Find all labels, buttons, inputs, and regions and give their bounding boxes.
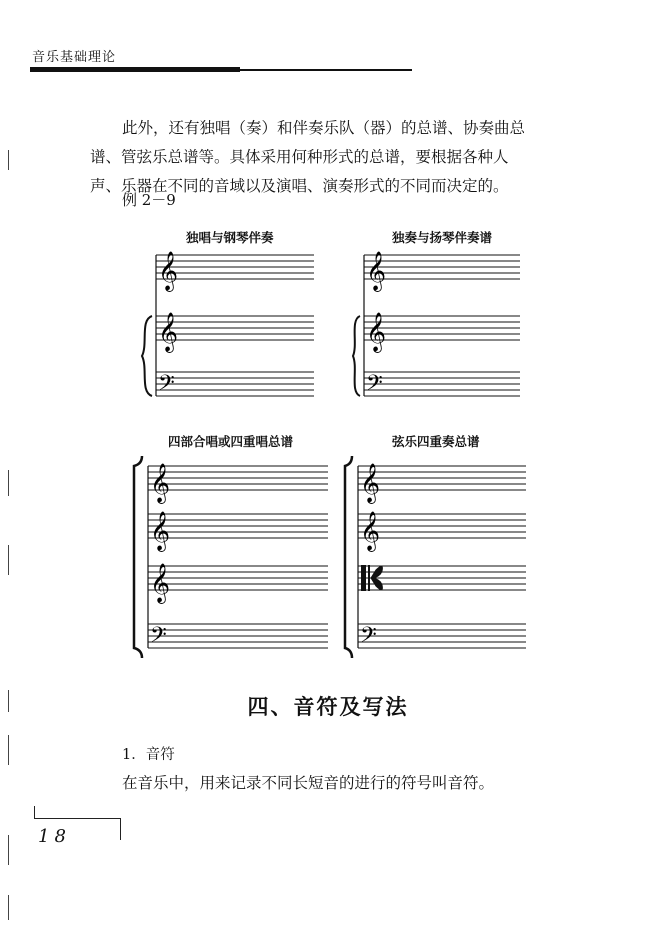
score-caption-string-quartet: 弦乐四重奏总谱 [392,434,480,449]
piano-brace [142,316,152,396]
yangqin-brace [353,316,360,396]
treble-clef-icon: 𝄞 [150,463,171,503]
paragraph-line: 谱、管弦乐总谱等。具体采用何种形式的总谱，要根据各种人 [90,148,509,166]
quartet-bracket [345,456,352,658]
page-corner-mark [34,818,120,819]
staff-lines [364,255,520,396]
margin-mark [8,545,9,575]
staff-lines [156,255,314,396]
example-label: 例 2－9 [122,191,176,209]
bass-clef-icon: 𝄢 [150,623,167,653]
header-rule-thick [30,67,240,72]
margin-mark [8,150,9,170]
margin-mark [8,895,9,920]
staff-lines [148,466,328,648]
margin-mark [8,470,9,496]
choir-bracket [134,456,142,658]
page-number: 18 [38,826,71,847]
staff-lines [358,466,526,648]
score-caption-solo-yangqin: 独奏与扬琴伴奏谱 [392,230,493,245]
page-corner-mark [120,818,121,840]
score-caption-solo-piano: 独唱与钢琴伴奏 [186,230,274,245]
subsection-text: 在音乐中，用来记录不同长短音的进行的符号叫音符。 [122,774,495,792]
page-corner-mark [34,806,35,818]
treble-clef-icon: 𝄞 [366,251,387,291]
treble-clef-icon: 𝄞 [360,463,381,503]
bass-clef-icon: 𝄢 [366,371,383,401]
margin-mark [8,735,9,765]
treble-clef-icon: 𝄞 [360,511,381,551]
treble-clef-icon: 𝄞 [158,312,179,352]
paragraph-line: 声、乐器在不同的音域以及演唱、演奏形式的不同而决定的。 [90,177,509,195]
header-rule-thin [240,69,412,71]
paragraph-line: 此外，还有独唱（奏）和伴奏乐队（器）的总谱、协奏曲总 [122,119,526,137]
bass-clef-icon: 𝄢 [360,623,377,653]
score-solo-piano [136,248,326,418]
margin-mark [8,835,9,865]
score-four-part-choir [124,452,334,662]
treble-clef-icon: 𝄞 [366,312,387,352]
score-solo-yangqin [350,248,530,418]
score-caption-four-part-choir: 四部合唱或四重唱总谱 [168,434,294,449]
score-string-quartet [340,452,530,662]
section-heading: 四、音符及写法 [247,695,409,719]
bass-clef-icon: 𝄢 [158,371,175,401]
running-header-title: 音乐基础理论 [32,50,117,65]
treble-clef-icon: 𝄞 [150,511,171,551]
subsection-label: 1．音符 [122,747,175,763]
treble-clef-icon: 𝄞 [158,251,179,291]
treble-clef-icon: 𝄞 [150,563,171,603]
